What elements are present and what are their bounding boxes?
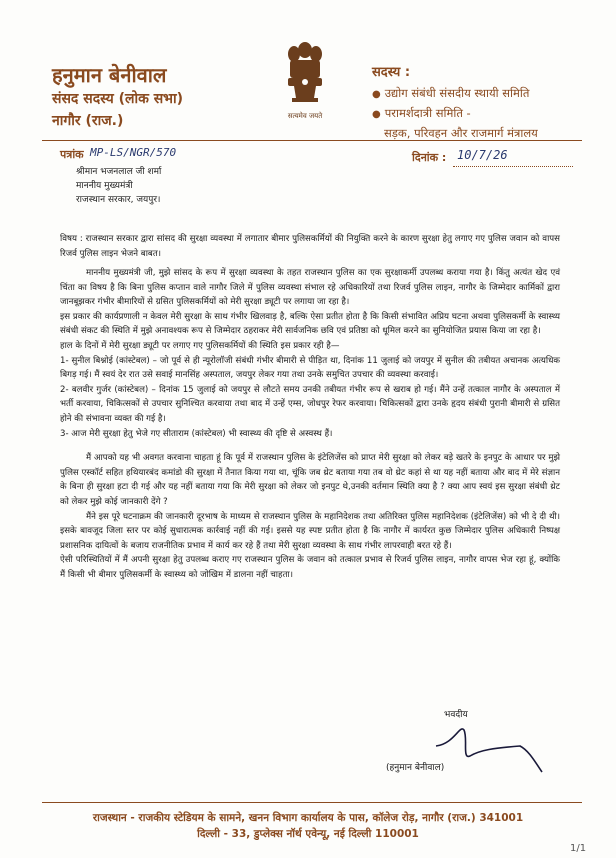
signer-name: (हनुमान बेनीवाल) bbox=[386, 763, 445, 773]
letter-body bbox=[60, 266, 560, 582]
signoff: भवदीय bbox=[444, 710, 468, 720]
body-paragraph: हाल के दिनों में मेरी सुरक्षा ड्यूटी पर लगाए गए पुलिसकर्मियों की स्थिति इस प्रकार रही है— bbox=[60, 340, 340, 351]
footer-address bbox=[0, 810, 616, 842]
addressee-line: माननीय मुख्यमंत्री bbox=[76, 181, 133, 191]
footer-line: राजस्थान - राजकीय स्टेडियम के सामने, खनन विभाग कार्यालय के पास, कॉलेज रोड़, नागौर (राज.) 341001 bbox=[92, 812, 524, 824]
body-paragraph: मैंने इस पूरे घटनाक्रम की जानकारी दूरभाष के माध्यम से राजस्थान पुलिस के महानिदेशक तथा अतिरिक्त पुलिस महानिदेशक (इंटेलिजेंस) को भी दे दी थी। इसके बावजूद जिला स्तर पर कोई सुधारात्मक कार्रवाई नहीं की गई। इससे यह स्पष्ट प्रतीत होता है कि नागौर में कार्यरत कुछ जिम्मेदार पुलिस अधिकारी निष्पक्ष प्रशासनिक दायित्वों के बजाय राजनीतिक प्रभाव में कार्य कर रहे हैं तथा मेरी सुरक्षा व्यवस्था के साथ गंभीर लापरवाही बरत रहे हैं। bbox=[60, 511, 560, 551]
date-value: 10/7/26 bbox=[457, 148, 508, 162]
committee-item: ● परामर्शदात्री समिति - bbox=[372, 106, 471, 120]
date-underline bbox=[453, 166, 573, 167]
emblem-caption: सत्यमेव जयते bbox=[287, 112, 323, 120]
national-emblem-icon bbox=[280, 36, 330, 120]
header-divider bbox=[42, 140, 582, 141]
addressee-line: राजस्थान सरकार, जयपुर। bbox=[76, 195, 161, 205]
committee-item: सड़क, परिवहन और राजमार्ग मंत्रालय bbox=[384, 126, 538, 140]
letterhead-left bbox=[52, 62, 183, 132]
ref-number: MP-LS/NGR/570 bbox=[90, 146, 177, 159]
sender-name: हनुमान बेनीवाल bbox=[52, 63, 167, 87]
body-paragraph: माननीय मुख्यमंत्री जी, मुझे सांसद के रूप में सुरक्षा व्यवस्था के तहत राजस्थान पुलिस का एक सुरक्षाकर्मी उपलब्ध कराया गया है। किंतु अत्यंत खेद एवं चिंता का विषय है कि बिना पुलिस कप्तान वाले नागौर जिले में पुलिस व्यवस्था संभाल रहे अधिकारियों तथा रिजर्व पुलिस लाइन, नागौर के जिम्मेदार कार्मिकों द्वारा जानबूझकर गंभीर बीमारियों से ग्रसित पुलिसकर्मियों को मेरी सुरक्षा ड्यूटी पर लगाया जा रहा है। bbox=[60, 268, 560, 308]
page-number: 1/1 bbox=[570, 843, 587, 854]
bullet-icon: ● bbox=[372, 89, 381, 100]
date-label: दिनांक : bbox=[412, 151, 447, 164]
subject-line: विषय : राजस्थान सरकार द्वारा सांसद की सुरक्षा व्यवस्था में लगातार बीमार पुलिसकर्मियों की नियुक्ति करने के कारण सुरक्षा हेतु लगाए गए पुलिस जवान को वापस रिजर्व पुलिस लाइन भेजने बाबत। bbox=[60, 234, 560, 259]
body-paragraph: इस प्रकार की कार्यप्रणाली न केवल मेरी सुरक्षा के साथ गंभीर खिलवाड़ है, बल्कि ऐसा प्रतीत होता है कि किसी संभावित अप्रिय घटना अथवा पुलिसकर्मी के स्वास्थ्य संबंधी संकट की स्थिति में मुझे अनावश्यक रूप से जिम्मेदार ठहराकर मेरी सार्वजनिक छवि एवं प्रतिष्ठा को धूमिल करने का सुनियोजित प्रयास किया जा रहा है। bbox=[60, 311, 560, 337]
letterhead-right bbox=[372, 62, 538, 142]
body-paragraph: ऐसी परिस्थितियों में मैं अपनी सुरक्षा हेतु उपलब्ध कराए गए राजस्थान पुलिस के जवान को तत्काल प्रभाव से रिजर्व पुलिस लाइन, नागौर वापस भेज रहा हूं, क्योंकि मैं किसी भी बीमार पुलिसकर्मी के स्वास्थ्य को जोखिम में डालना नहीं चाहता। bbox=[60, 555, 560, 580]
footer-divider bbox=[42, 802, 582, 803]
bullet-icon: ● bbox=[372, 109, 381, 120]
footer-line: दिल्ली - 33, डुप्लेक्स नॉर्थ एवेन्यू, नई दिल्ली 110001 bbox=[197, 828, 419, 840]
body-list-item: 3- आज मेरी सुरक्षा हेतु भेजे गए सीताराम (कांस्टेबल) भी स्वास्थ्य की दृष्टि से अस्वस्थ हैं। bbox=[60, 428, 333, 439]
committee-item: ● उद्योग संबंधी संसदीय स्थायी समिति bbox=[372, 86, 530, 100]
ref-label: पत्रांक bbox=[60, 148, 84, 161]
sender-designation: संसद सदस्य (लोक सभा) bbox=[52, 91, 184, 107]
body-list-item: 2- बलवीर गुर्जर (कांस्टेबल) – दिनांक 15 जुलाई को जयपुर से लौटते समय उनकी तबीयत गंभीर रूप से खराब हो गई। मैंने उन्हें तत्काल नागौर के अस्पताल में भर्ती करवाया, चिकित्सकों से उपचार सुनिश्चित करवाया तथा बाद में उन्हें एम्स, जोधपुर रेफर करवाया। चिकित्सकों द्वारा उनके हृदय संबंधी पुरानी बीमारी से ग्रसित होने की संभावना व्यक्त की गई है। bbox=[60, 384, 561, 424]
body-list-item: 1- सुनील बिश्नोई (कांस्टेबल) – जो पूर्व से ही न्यूरोलॉजी संबंधी गंभीर बीमारी से पीड़ित था, दिनांक 11 जुलाई को जयपुर में सुनील की तबीयत अचानक अत्यधिक बिगड़ गई। मैं स्वयं देर रात उसे सवाई मानसिंह अस्पताल, जयपुर लेकर गया तथा उनके समुचित उपचार की व्यवस्था करवाई। bbox=[60, 355, 560, 381]
addressee-block bbox=[76, 165, 161, 207]
addressee-line: श्रीमान भजनलाल जी शर्मा bbox=[76, 167, 162, 177]
member-title: सदस्य : bbox=[372, 65, 411, 80]
sender-constituency: नागौर (राज.) bbox=[52, 113, 124, 129]
body-paragraph: मैं आपको यह भी अवगत करवाना चाहता हूं कि पूर्व में राजस्थान पुलिस के इंटेलिजेंस को प्राप्त मेरी सुरक्षा को लेकर बड़े खतरे के इनपुट के आधार पर मुझे पुलिस एस्कॉर्ट सहित हथियारबंद कमांडो की सुरक्षा में तैनात किया गया था, चूंकि जब थ्रेट बताया गया तब वो थ्रेट कहां से था यह नहीं बताया और बाद में मेरे संज्ञान के बिना ही सुरक्षा हटा दी गई और यह नहीं बताया गया कि मेरी सुरक्षा को लेकर जो इनपुट थे,उनकी वर्तमान स्थिति क्या है ? क्या आप स्वयं इस सुरक्षा संबंधी थ्रेट को लेकर मुझे कोई जानकारी देंगे ? bbox=[60, 453, 560, 507]
